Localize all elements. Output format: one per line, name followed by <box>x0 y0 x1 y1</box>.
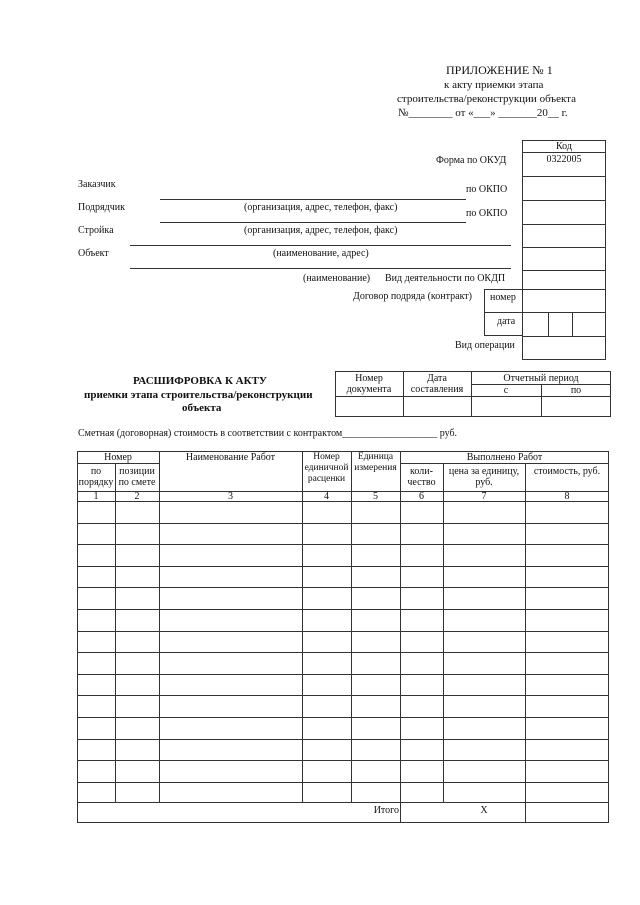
construction-label: Стройка <box>78 225 114 236</box>
appendix-subtitle-1: к акту приемки этапа <box>444 79 544 91</box>
col-position-header: позиции по смете <box>118 466 156 488</box>
col-number-5: 5 <box>373 491 378 502</box>
table-row <box>77 544 609 545</box>
total-mark: X <box>480 805 488 816</box>
object-name-hint: (наименование) <box>303 273 371 284</box>
object-label: Объект <box>78 248 109 259</box>
document-title: РАСШИФРОВКА К АКТУ <box>133 375 268 387</box>
appendix-subtitle-2: строительства/реконструкции объекта <box>397 93 576 105</box>
col-unit-price-header: Номер единичной расценки <box>304 452 349 484</box>
document-subtitle-2: объекта <box>182 402 222 414</box>
appendix-number-date: №________ от «___» _______20__ г. <box>398 107 568 119</box>
appendix-title: ПРИЛОЖЕНИЕ № 1 <box>446 63 553 77</box>
table-row <box>77 587 609 588</box>
table-row <box>77 760 609 761</box>
col-cost-header: стоимость, руб. <box>533 466 601 477</box>
construction-hint: (организация, адрес, телефон, факс) <box>244 225 398 236</box>
col-number-4: 4 <box>324 491 329 502</box>
okpo-label-customer: по ОКПО <box>466 184 508 195</box>
col-number-7: 7 <box>481 491 487 502</box>
operation-label: Вид операции <box>455 340 515 351</box>
table-row <box>77 631 609 632</box>
col-seq-header: по порядку <box>78 466 114 488</box>
codes-column <box>522 140 606 360</box>
period-header: Отчетный период <box>503 373 579 384</box>
col-number-3: 3 <box>228 491 233 502</box>
col-number-6: 6 <box>419 491 424 502</box>
okpo-label-contractor: по ОКПО <box>466 208 508 219</box>
col-number-2: 2 <box>134 491 140 502</box>
col-price-header: цена за единицу, руб. <box>448 466 520 488</box>
period-from-header: с <box>503 385 509 396</box>
period-to-header: по <box>570 385 582 396</box>
table-row <box>77 739 609 740</box>
col-qty-header: коли- чество <box>407 466 436 488</box>
doc-date-header: Дата составления <box>410 373 464 395</box>
table-row <box>77 652 609 653</box>
codes-header: Код <box>556 141 572 152</box>
col-work-name-header: Наименование Работ <box>185 452 276 463</box>
okud-value: 0322005 <box>546 154 582 165</box>
doc-number-header: Номер документа <box>346 373 392 395</box>
contract-number-label: номер <box>490 292 516 303</box>
contract-date-label: дата <box>497 316 516 327</box>
col-group-number: Номер <box>104 452 132 463</box>
table-row <box>77 782 609 783</box>
table-row <box>77 566 609 567</box>
main-table <box>77 451 609 823</box>
table-row <box>77 674 609 675</box>
col-unit-header: Единица измерения <box>354 452 397 473</box>
table-row <box>77 695 609 696</box>
table-row <box>77 717 609 718</box>
okdp-label: Вид деятельности по ОКДП <box>385 273 506 284</box>
okud-label: Форма по ОКУД <box>436 155 507 166</box>
document-subtitle: приемки этапа строительства/реконструкции <box>84 389 313 401</box>
object-hint: (наименование, адрес) <box>273 248 369 259</box>
table-row <box>77 523 609 524</box>
col-group-done: Выполнено Работ <box>466 452 543 463</box>
table-row <box>77 609 609 610</box>
contractor-hint: (организация, адрес, телефон, факс) <box>244 202 398 213</box>
contractor-label: Подрядчик <box>78 202 125 213</box>
contract-label: Договор подряда (контракт) <box>353 291 472 302</box>
col-number-8: 8 <box>564 491 570 502</box>
customer-label: Заказчик <box>78 179 116 190</box>
estimate-cost-text: Сметная (договорная) стоимость в соответствии с контрактом___________________ руб. <box>78 428 458 439</box>
col-number-1: 1 <box>93 491 99 502</box>
total-label: Итого <box>373 805 399 816</box>
